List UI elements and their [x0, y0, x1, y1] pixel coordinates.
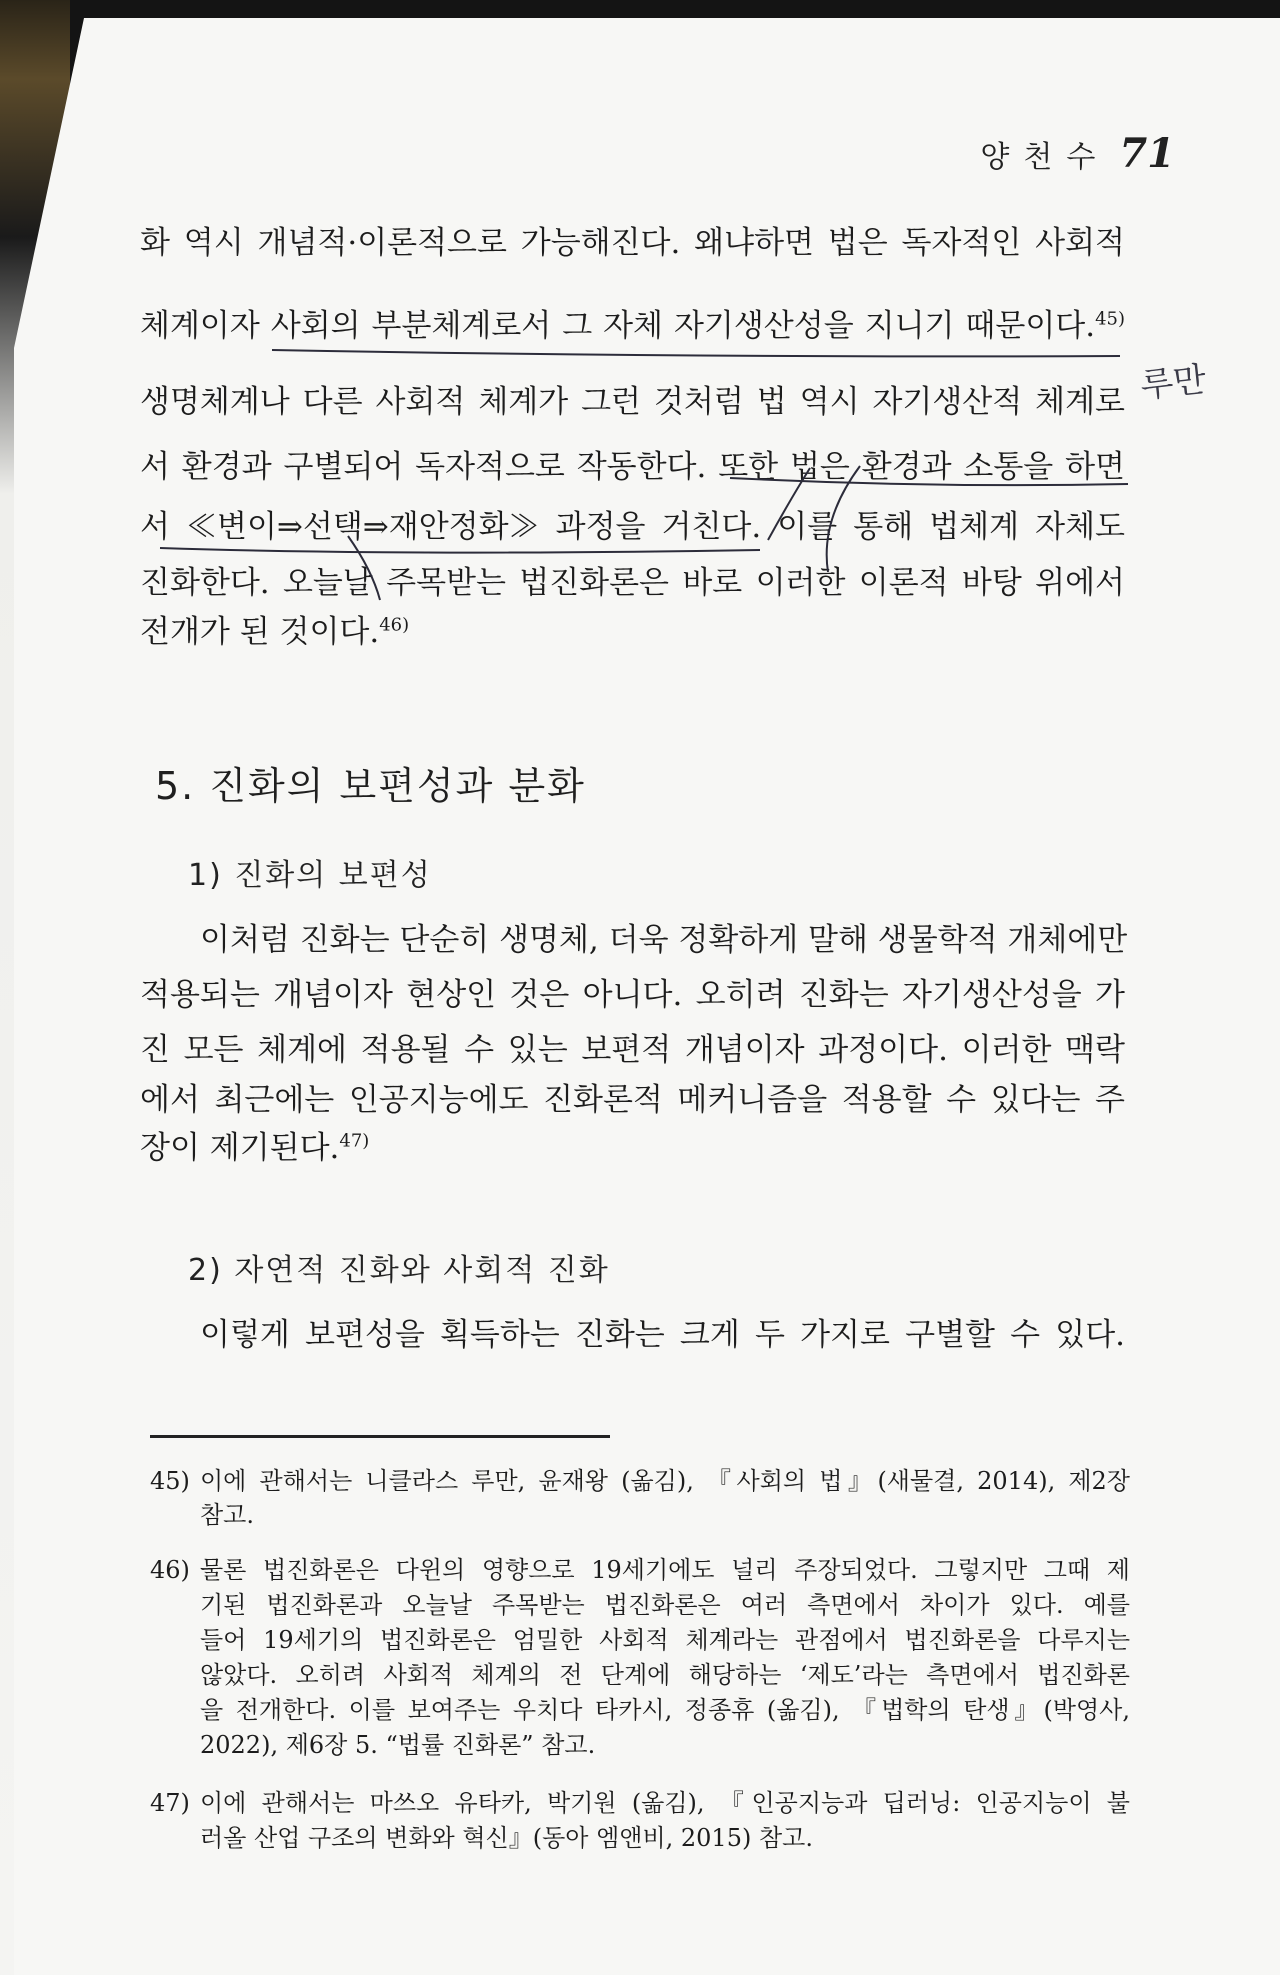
paragraph-line: 진화한다. 오늘날 주목받는 법진화론은 바로 이러한 이론적 바탕 위에서: [140, 565, 1125, 601]
footnote-ref: 45): [1095, 308, 1125, 330]
footnote-number: 47): [150, 1789, 190, 1817]
footnote-ref: 47): [339, 1130, 370, 1152]
footnote-line: 않았다. 오히려 사회적 체계의 전 단계에 해당하는 ‘제도’라는 측면에서 법진화론: [200, 1661, 1130, 1689]
paragraph-line: 적용되는 개념이자 현상인 것은 아니다. 오히려 진화는 자기생산성을 가: [140, 977, 1125, 1013]
arrow-mark: [768, 468, 810, 540]
underline-mark: [730, 478, 1128, 485]
footnote-line: 참고.: [200, 1501, 254, 1529]
paragraph-line: 서 환경과 구별되어 독자적으로 작동한다. 또한 법은 환경과 소통을 하면: [140, 449, 1125, 485]
subsection-heading: 1) 진화의 보편성: [188, 858, 432, 893]
paragraph-line: 서 ≪변이⇒선택⇒재안정화≫ 과정을 거친다. 이를 통해 법체계 자체도: [140, 509, 1125, 545]
handwritten-note: 루만: [1138, 359, 1208, 407]
page-number: 71: [1119, 130, 1175, 177]
footnote-line: 물론 법진화론은 다윈의 영향으로 19세기에도 널리 주장되었다. 그렇지만 그때 제: [200, 1556, 1130, 1584]
footnote-number: 46): [150, 1556, 190, 1584]
footnote-line: 이에 관해서는 니클라스 루만, 윤재왕 (옮김), 『사회의 법』(새물결, 2014), 제2장: [200, 1467, 1130, 1495]
paragraph-line-text: 장이 제기된다.: [140, 1130, 340, 1166]
footnote-ref: 46): [379, 614, 410, 636]
paragraph-line-text: 체계이자 사회의 부분체계로서 그 자체 자기생산성을 지니기 때문이다.: [140, 308, 1096, 344]
paragraph-line: 생명체계나 다른 사회적 체계가 그런 것처럼 법 역시 자기생산적 체계로: [140, 384, 1125, 420]
paragraph-line: 이렇게 보편성을 획득하는 진화는 크게 두 가지로 구별할 수 있다.: [200, 1317, 1125, 1353]
section-heading: 5. 진화의 보편성과 분화: [155, 764, 586, 808]
underline-mark: [160, 548, 760, 553]
arrow-mark: [348, 536, 380, 600]
footnote-line: 을 전개한다. 이를 보여주는 우치다 타카시, 정종휴 (옮김), 『법학의 탄생』(박영사,: [200, 1696, 1130, 1724]
footnote-line: 기된 법진화론과 오늘날 주목받는 법진화론은 여러 측면에서 차이가 있다. 예를: [200, 1591, 1130, 1619]
paragraph-line: [140, 1128, 1125, 1168]
paragraph-line: 화 역시 개념적·이론적으로 가능해진다. 왜냐하면 법은 독자적인 사회적: [140, 225, 1125, 261]
footnote-line: 2022), 제6장 5. “법률 진화론” 참고.: [200, 1731, 596, 1759]
footnote-line: 이에 관해서는 마쓰오 유타카, 박기원 (옮김), 『인공지능과 딥러닝: 인공지능이 불: [200, 1789, 1130, 1817]
paragraph-line-text: 전개가 된 것이다.: [140, 614, 380, 650]
subsection-heading: 2) 자연적 진화와 사회적 진화: [188, 1253, 610, 1288]
footnote-line: 들어 19세기의 법진화론은 엄밀한 사회적 체계라는 관점에서 법진화론을 다루지는: [200, 1626, 1130, 1654]
footnote-number: 45): [150, 1467, 190, 1495]
footnote-separator: [150, 1435, 610, 1438]
paragraph-line: 에서 최근에는 인공지능에도 진화론적 메커니즘을 적용할 수 있다는 주: [140, 1082, 1125, 1118]
header-author: 양천수: [980, 140, 1110, 175]
underline-mark: [272, 350, 1120, 356]
paragraph-line: 이처럼 진화는 단순히 생명체, 더욱 정확하게 말해 생물학적 개체에만: [200, 922, 1128, 958]
footnote-line: 러올 산업 구조의 변화와 혁신』(동아 엠앤비, 2015) 참고.: [200, 1824, 813, 1852]
paragraph-line: 진 모든 체계에 적용될 수 있는 보편적 개념이자 과정이다. 이러한 맥락: [140, 1032, 1125, 1068]
